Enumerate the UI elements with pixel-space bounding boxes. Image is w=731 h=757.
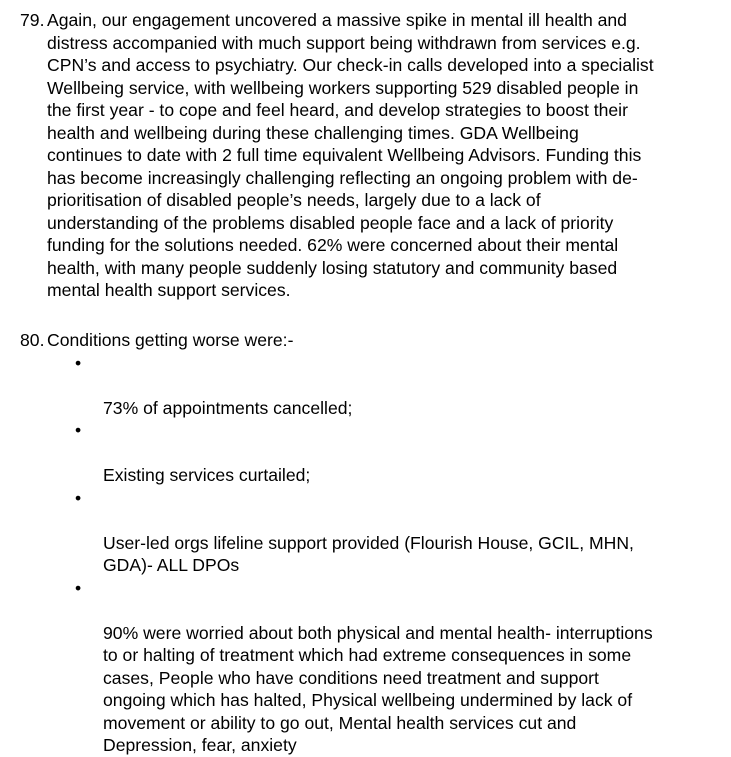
paragraph-80 bbox=[20, 329, 720, 757]
list-item bbox=[20, 352, 720, 420]
list-item bbox=[20, 487, 720, 577]
list-item-text: 90% were worried about both physical and mental health- interruptions to or halting of treatment which had extreme consequences in some cases, People who have conditions need treatment and support ongoing which has halted, Physical wellbeing undermined by lack of movement or ability to go out, Mental health services cut and Depression, fear, anxiety bbox=[103, 622, 653, 755]
bullet-icon: • bbox=[75, 352, 82, 373]
paragraph-number: 80. bbox=[20, 330, 45, 350]
list-item-text: Existing services curtailed; bbox=[103, 465, 311, 485]
list-item bbox=[20, 577, 720, 757]
paragraph-body: Again, our engagement uncovered a massive spike in mental ill health and distress accompanied with much support being withdrawn from services e.g. CPN’s and access to psychiatry. Our check-in calls developed into a specialist Wellbeing service, with wellbeing workers supporting 529 disabled people in the first year - to cope and feel heard, and develop strategies to boost their health and wellbeing during these challenging times. GDA Wellbeing continues to date with 2 full time equivalent Wellbeing Advisors. Funding this has become increasingly challenging reflecting an ongoing problem with de- prioritisation of disabled people’s needs, largely due to a lack of understanding of the problems disabled people face and a lack of priority funding for the solutions needed. 62% were concerned about their mental health, with many people suddenly losing statutory and community based mental health support services. bbox=[47, 10, 654, 300]
bullet-icon: • bbox=[75, 487, 82, 508]
bullet-list bbox=[20, 352, 720, 757]
list-item-text: 73% of appointments cancelled; bbox=[103, 397, 353, 418]
list-item bbox=[20, 419, 720, 487]
bullet-icon: • bbox=[75, 577, 82, 598]
paragraph-79 bbox=[20, 9, 720, 302]
bullet-icon: • bbox=[75, 420, 82, 440]
list-item-text: User-led orgs lifeline support provided (Flourish House, GCIL, MHN, GDA)- ALL DPOs bbox=[103, 532, 634, 575]
paragraph-number: 79. bbox=[20, 10, 45, 30]
paragraph-intro: Conditions getting worse were:- bbox=[47, 330, 294, 350]
